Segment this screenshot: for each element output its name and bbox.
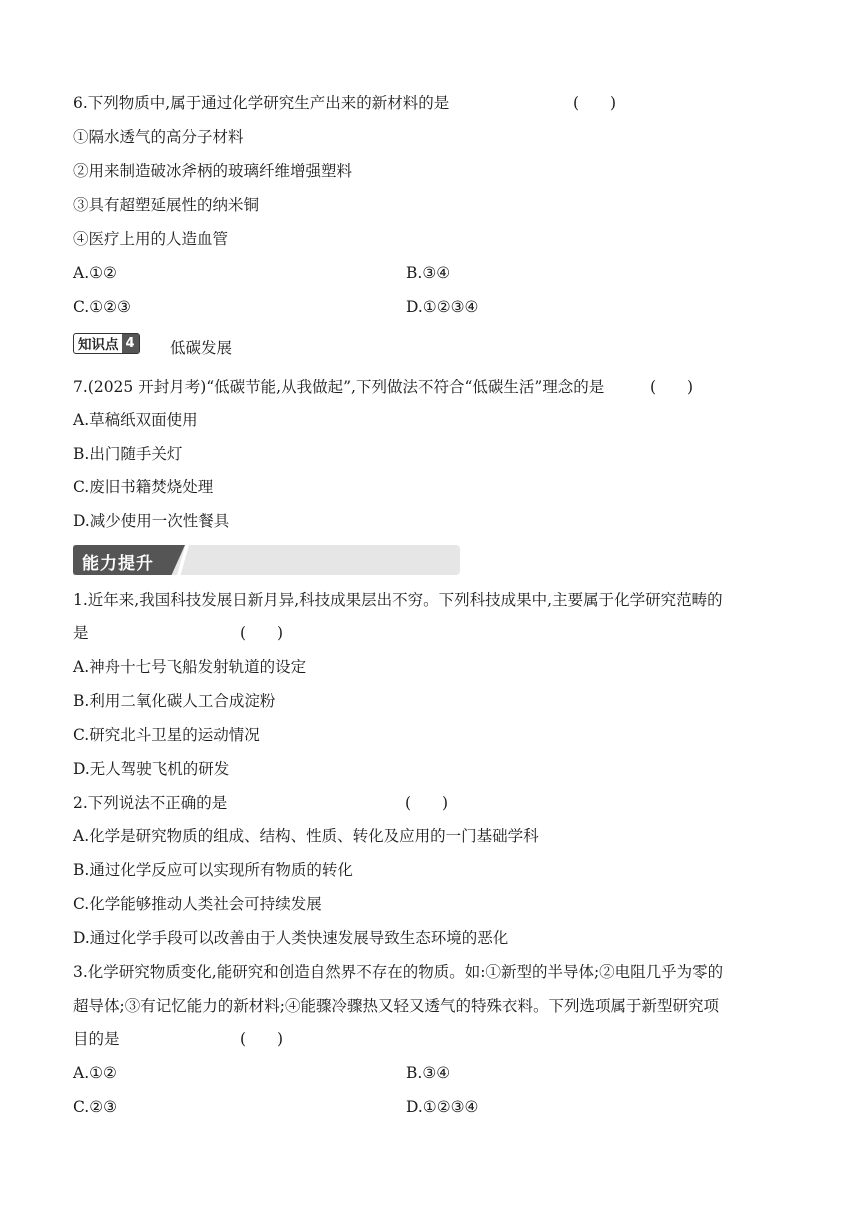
p3-stem-line1: 3.化学研究物质变化,能研究和创造自然界不存在的物质。如:①新型的半导体;②电阻几乎为零的 [73, 963, 724, 981]
q6-stem: 6.下列物质中,属于通过化学研究生产出来的新材料的是 [73, 94, 450, 112]
p3-stem-line2: 超导体;③有记忆能力的新材料;④能骤冷骤热又轻又透气的特殊衣料。下列选项属于新型研究项 [73, 997, 719, 1015]
p1-answer-paren: ( ) [240, 624, 284, 642]
q6-item-3: ③具有超塑延展性的纳米铜 [73, 196, 260, 214]
q6-item-1: ①隔水透气的高分子材料 [73, 128, 244, 146]
p1-option-c: C.研究北斗卫星的运动情况 [73, 726, 260, 744]
q6-answer-paren: ( ) [573, 94, 617, 112]
p1-option-d: D.无人驾驶飞机的研发 [73, 760, 230, 778]
p1-stem-line1: 1.近年来,我国科技发展日新月异,科技成果层出不穷。下列科技成果中,主要属于化学研究范畴的 [73, 591, 723, 609]
p3-option-c: C.②③ [73, 1098, 118, 1116]
section-header-ability [73, 545, 460, 575]
q6-item-4: ④医疗上用的人造血管 [73, 230, 229, 248]
q7-option-d: D.减少使用一次性餐具 [73, 512, 230, 530]
p2-stem: 2.下列说法不正确的是 [73, 794, 228, 812]
p2-answer-paren: ( ) [405, 794, 449, 812]
p3-option-d: D.①②③④ [406, 1098, 479, 1116]
q7-answer-paren: ( ) [650, 378, 694, 396]
q6-option-d: D.①②③④ [406, 298, 479, 316]
knowledge-point-number: 4 [122, 334, 139, 353]
q6-option-b: B.③④ [406, 264, 451, 282]
p2-option-c: C.化学能够推动人类社会可持续发展 [73, 895, 322, 913]
q7-stem: 7.(2025 开封月考)“低碳节能,从我做起”,下列做法不符合“低碳生活”理念的是 [73, 378, 605, 396]
knowledge-point-title: 低碳发展 [170, 339, 233, 357]
p3-option-a: A.①② [73, 1064, 117, 1082]
p2-option-a: A.化学是研究物质的组成、结构、性质、转化及应用的一门基础学科 [73, 827, 539, 845]
q7-option-b: B.出门随手关灯 [73, 445, 183, 463]
q7-option-a: A.草稿纸双面使用 [73, 411, 198, 429]
p3-answer-paren: ( ) [240, 1030, 284, 1048]
p2-option-b: B.通过化学反应可以实现所有物质的转化 [73, 861, 353, 879]
p3-option-b: B.③④ [406, 1064, 451, 1082]
p1-option-a: A.神舟十七号飞船发射轨道的设定 [73, 658, 307, 676]
knowledge-point-tag [73, 333, 140, 353]
q6-item-2: ②用来制造破冰斧柄的玻璃纤维增强塑料 [73, 162, 353, 180]
q7-option-c: C.废旧书籍焚烧处理 [73, 478, 214, 496]
knowledge-point-label: 知识点 [78, 337, 119, 353]
q6-option-a: A.①② [73, 264, 117, 282]
q6-option-c: C.①②③ [73, 298, 131, 316]
p1-option-b: B.利用二氧化碳人工合成淀粉 [73, 692, 276, 710]
section-header-title: 能力提升 [82, 554, 154, 574]
p1-stem-line2: 是 [73, 624, 89, 642]
p2-option-d: D.通过化学手段可以改善由于人类快速发展导致生态环境的恶化 [73, 929, 509, 947]
p3-stem-line3: 目的是 [73, 1030, 120, 1048]
